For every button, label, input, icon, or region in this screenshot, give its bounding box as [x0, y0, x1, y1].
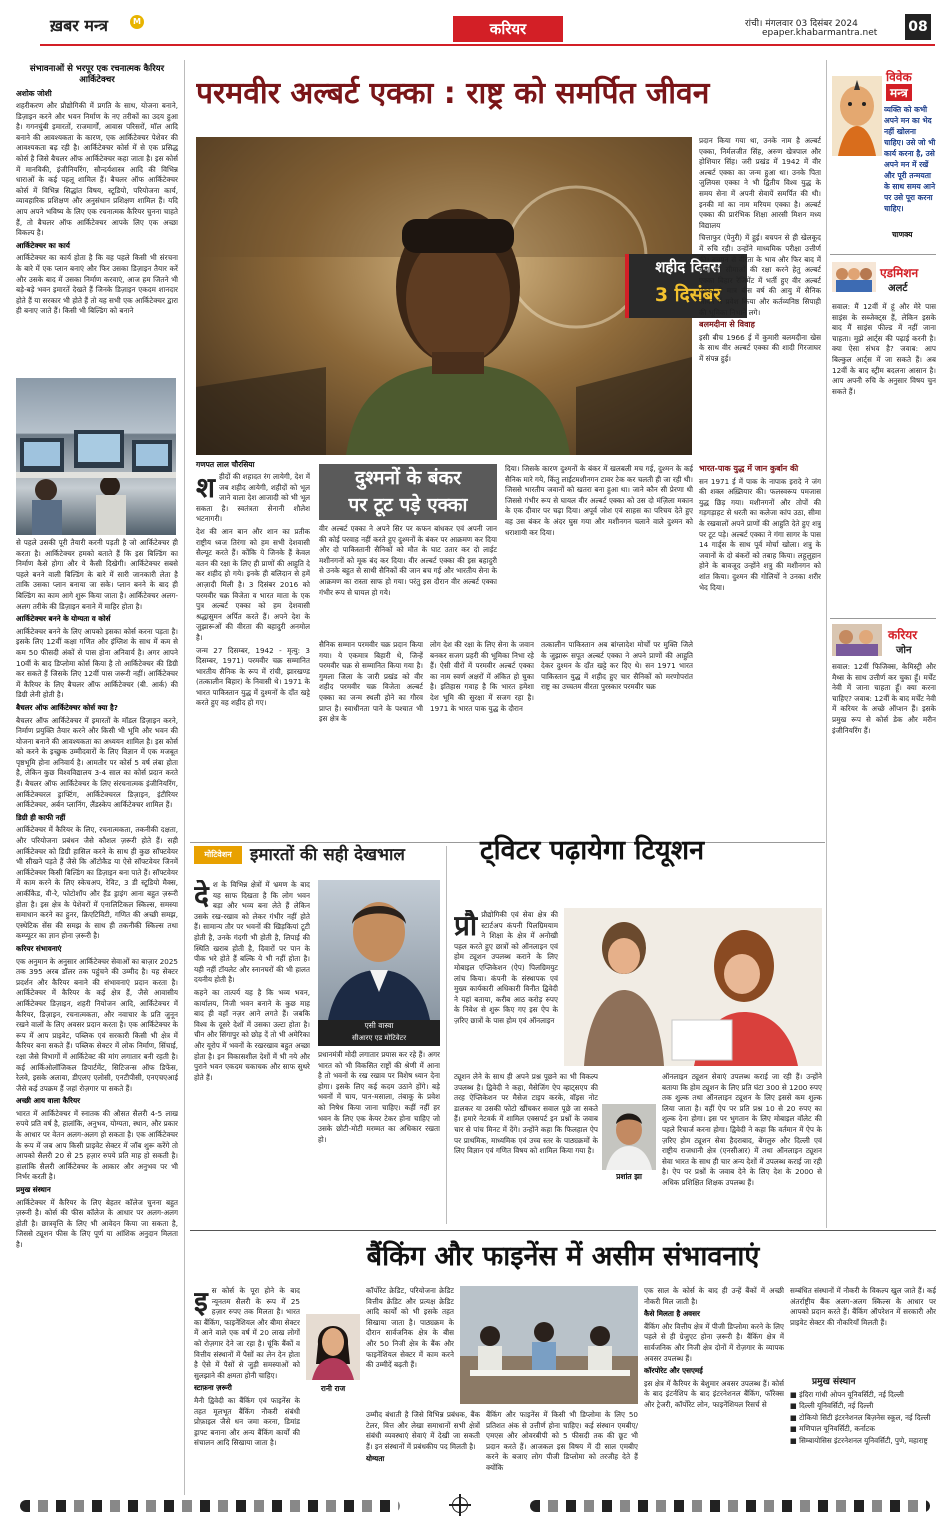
vivek-title: विवेक [886, 70, 912, 84]
left-article-body-2: से पहले उसकी पूरी तैयारी करनी पड़ती है जो आर्किटेक्चर ही करता है। आर्किटेक्चर हमको बताते हैं कि इस बिल्डिंग का निर्माण कैसे होगा और ये कैसी दिखेगी। आर्किटेक्चर सबसे पहले बनने वाली बिल्डिंग के बारे में सारी जानकारी लेता है ताकि उसका प्लान बनाया जा सके। प्लान बनने के बाद ही बिल्डिंग का काम आगे शुरू किया जाता है। आर्किटेक्चर अलग-अलग तरीके की डिज़ाइन बनाने में माहिर होता है। आर्किटेक्चर बनने के योग्यता व कोर्स आर्किटेक्चर बनने के लिए आपको इसका कोर्स करना पड़ता है। इसके लिए 12वीं कक्षा गणित और इंग्लिश के साथ में कम से कम 50 फीसदी अंकों से पास होना अनिवार्य है। अगर आपने 10वीं के बाद डिप्लोमा कोर्स किया है तो आर्किटेक्चर की डिग्री कर सकते हैं जिसके लिए 12वीं पास जरूरी नहीं। आर्किटेक्चर में कैरियर के लिए बैचलर ऑफ आर्किटेक्चर (बी. आर्क) की डिग्री लेनी होती है। बैचलर ऑफ आर्किटेक्चर कोर्स क्या है? बैचलर ऑफ आर्किटेक्चर में इमारतों के मॉडल डिज़ाइन करने, निर्माण प्रयुक्ति तैयार करने और किसी भी भूमि और भवन की योजना बनाने की आवश्यकता का अध्ययन शामिल है। इस कोर्स को करने के इच्छुक उम्मीदवारों के लिए विज्ञान में एक मजबूत पृष्ठभूमि होना अनिवार्य है। आमतौर पर कोर्स 5 वर्ष लंबा होता है, लेकिन कुछ विश्वविद्यालय 3-4 साल का कोर्स प्रदान करते हैं। बैचलर ऑफ आर्किटेक्चर के लिए संरचनात्मक इंजीनियरिंग, आर्किटेक्चरल ड्राफ्टिंग, आर्किटेक्चरल डिज़ाइन, इंटीरियर आर्किटेक्चर, अर्बन प्लानिंग, लैंडस्केप आर्किटेक्चर शामिल हैं। डिग्री ही काफी नहीं आर्किटेक्चर में कैरियर के लिए, रचनात्मकता, तकनीकी दक्षता, और परियोजना प्रबंधन जैसे कौशल ज़रूरी होते हैं। सही आर्किटेक्चर को डिग्री हासिल करने के साथ ही कुछ सॉफ्टवेयर भी सीखने पड़ते हैं जैसे कि ऑटोकैड या ऐसे सॉफ्टवेयर जिनमें आर्किटेक्चर किसी बिल्डिंग का डिज़ाइन बना पाते हैं। सॉफ्टवेयर में काम करने के लिए स्केचअप, रेविट, 3 डी स्टूडियो मैक्स, आर्कीकैड, वी-रे, फोटोशॉप और हैंड ड्राइंग आना बहुत ज़रूरी होता है। इस क्षेत्र के पेशेवरों में एनालिटिकल स्किल्स, समस्या समाधान करने का हुनर, क्रिएटिविटी, गणित की अच्छी समझ, एस्थेटिक सेंस की समझ के साथ ही तकनीकी स्किल्स तथा कम्प्यूटर का ज्ञान होना ज़रूरी है। करियर संभावनाएं एक अनुमान के अनुसार आर्किटेक्चर सेवाओं का बाज़ार 2025 तक 395 अरब डॉलर तक पहुंचने की उम्मीद है। यह सेक्टर प्रदर्शन और कैरियर बनाने की संभावनाएं प्रदान करता है। आर्किटेक्चर में कैरियर के कई क्षेत्र हैं, जैसे आवासीय आर्किटेक्चर डिज़ाइन, शहरी नियोजन आदि, आर्किटेक्चर में कैरियर, डिज़ाइन, रचनात्मकता, और नवाचार के प्रति जुनून रखने वालों के लिए अवसर प्रदान करता है। एक आर्किटेक्चर के रूप में आप प्राइवेट, पब्लिक एवं सरकारी किसी भी क्षेत्र में कैरियर बना सकते हैं। पब्लिक सेक्टर में लोक निर्माण, सिंचाई, रक्षा जैसे विभागों में आर्किटेक्ट की मांग लगातार बनी रहती है। कई आर्किओलॉजिकल डिपार्टमेंट, सिटिजन्स ऑफ डिफेंस, रेलवे, इसके अलावा, डीएलए एलोसी, एनटीपीसी, एनएचएआई जैसे कई उपक्रम हैं जहां रोज़गार पा सकते हैं। अच्छी आय वाला कैरियर भारत में आर्किटेक्चर में स्नातक की औसत सैलरी 4-5 लाख रुपये प्रति वर्ष है, हालांकि, अनुभव, योग्यता, स्थान, और प्रकार के आधार पर वेतन अलग-अलग हो सकता है। एक आर्किटेक्चर के रूप में जब आप किसी प्राइवेट सेक्टर में जॉब शुरू करेंगे तो आपको सैलरी 20 से 25 हज़ार रुपये प्रति माह हो सकती है। हालांकि सैलरी आर्किटेक्चर के आकार और अनुभव पर भी निर्भर करती है। प्रमुख संस्थान आर्किटेक्चर में कैरियर के लिए बेहतर कॉलेज चुनना बहुत ज़रूरी है। कोर्स की फीस कॉलेज के आधार पर अलग-अलग होती है। छात्रवृत्ति के लिए भी आवेदन किया जा सकता है, जिससे ट्यूशन फीस के लिए पूर्ण या आंशिक अनुदान मिलता है। [16, 538, 178, 1249]
motivation-tag: मोटिवेशन [194, 846, 242, 864]
section-tab: करियर [453, 16, 563, 42]
epaper-url[interactable]: epaper.khabarmantra.net [762, 28, 878, 38]
albert-ekka-portrait [196, 137, 692, 455]
career-zone-box [832, 624, 936, 1228]
registration-dots-left [20, 1500, 400, 1512]
banking-body-6: सम्बंधित संस्थानों में नौकरी के विकल्प खुल जाते हैं। कई अंतर्राष्ट्रीय बैंक अलग-अलग स्किल्स के आधार पर आपको प्रदान करते हैं। बैंकिंग ऑपरेशन में सरकारी और प्राइवेट सेक्टर की नौकरियाँ मिलती हैं। [790, 1286, 936, 1327]
martyr-day-label: शहीद दिवस [655, 258, 721, 276]
motivation-body-2: प्रधानमंत्री मोदी लगातार प्रयास कर रहे हैं। अगर भारत को भी विकसित राष्ट्रों की श्रेणी में आना है तो भवनों के रख रखाव पर विशेष ध्यान देना होगा। इसके लिए कई कदम उठाने होंगे। बड़े भवनों में चाय, पान-मसाला, तंबाकू के प्रवेश को निषेध किया जाना चाहिए। कहीं नहीं हर भवन के लिए एक केयर टेकर होना चाहिए जो उसके छोटी-मोटी मरम्मत का अधिकार रखता हो। [318, 1050, 440, 1144]
twitter-headline: ट्विटर पढ़ायेगा टियूशन [480, 835, 705, 866]
mantra-title: मन्त्र [886, 84, 912, 101]
lead-headline: परमवीर अल्बर्ट एक्का : राष्ट्र को समर्पित जीवन [196, 76, 710, 111]
rani-raj-photo [306, 1314, 360, 1380]
dropcap: श [196, 472, 216, 504]
bunker-body-col2: दिया। जिसके कारण दुश्मनों के बंकर में खलबली मच गई, दुश्मन के कई सैनिक मारे गये, किंतु लाईटमशीनगन टावर टेक कर चलती ही जा रही थी। जिससे भारतीय जवानों को खतरा बना हुआ था। जाने कौन सी प्रेरणा थी जिससे गंभीर रूप से घायल वीर अल्बर्ट एक्का को उस दो मंज़िला मकान के एक दीवार पर चढ़ा दिया। अपूर्व जोश एवं साहस का परिचय देते हुए वह उस बंकर के अंदर घुस गया और मशीनगन चलाने वाले दुश्मन को धराशायी कर दिया। [505, 464, 693, 537]
motivator-role: सीआरए एड मोटिवेटर [351, 1034, 407, 1042]
masthead-logo: ख़बर मन्त्र [50, 16, 108, 35]
rani-raj-caption: रानी राज [320, 1384, 346, 1393]
masthead-logo-badge: M [130, 15, 144, 29]
prashant-jha-caption: प्रशांत झा [616, 1172, 642, 1181]
prashant-jha-photo [602, 1104, 656, 1170]
twitter-body-3: ऑनलाइन ट्यूशन सेवाएं उपलब्ध कराई जा रही हैं। उन्होंने बताया कि होम ट्यूशन के लिए प्रति घंटा 300 से 1200 रुपए तक शुल्क तथा ऑनलाइन ट्यूशन के लिए इससे कम शुल्क लिया जाता है। वहीं ऐप पर प्रति प्रश्न 10 से 20 रुपए का शुल्क देना होगा। इस पर भुगतान के लिए मोबाइल वॉलेट की पहले रिचार्ज करना होगा। द्विवेदी ने कहा कि वर्तमान में ऐप के ज़रिए होम ट्यूशन सेवा हैदराबाद, बेंगलुरु और दिल्ली एवं राष्ट्रीय राजधानी क्षेत्र (एनसीआर) में तथा ऑनलाइन ट्यूशन सेवा भारत के साथ ही चार अन्य देशों में उपलब्ध कराई जा रही है। ऐप पर प्रश्नों के जवाब देने के लिए देश के 2000 से अधिक प्रशिक्षित शिक्षक उपलब्ध हैं। [662, 1072, 822, 1187]
lead-byline: गणपत लाल चौरसिया [196, 460, 255, 469]
bunker-body-col1: वीर अल्बर्ट एक्का ने अपने सिर पर कफन बांधकर एवं अपनी जान की कोई परवाह नहीं करते हुए दुश्मनों के बंकर पर आक्रमण कर दिया और दो पाकिस्तानी सैनिकों को मौत के घाट उतार कर दो लाईट मशीनगनों को मूक बंद कर दिया। वीर अल्बर्ट एक्का की इस बहादुरी से उनके बहुत से साथी सैनिकों की जान बच गई और भारतीय सेना के आक्रमण का रास्ता साफ हो गया। परंतु इस दौरान वीर अल्बर्ट एक्का गंभीर रूप से घायल हो गये। [319, 524, 497, 597]
twitter-body-2: ट्यूशन लेने के साथ ही अपने प्रश्न पूछने का भी विकल्प उपलब्ध है। द्विवेदी ने कहा, मैसेजिंग ऐप व्हाट्सएप की तरह ऐप्लिकेशन पर मैसेज टाइप करके, वॉइस नोट डालकर या उसकी फोटो खींचकर सवाल पूछे जा सकते हैं। हमारे नेटवर्क में शामिल एक्सपर्ट इन प्रश्नों के जवाब चार से पांच मिनट में देंगे। उन्होंने कहा कि फिलहाल ऐप पर प्राथमिक, माध्यमिक एवं उच्च स्तर के पाठ्यक्रमों के लिए विज्ञान एवं गणित विषय को शामिल किया गया है। [454, 1072, 598, 1156]
lead-war-column: भारत-पाक युद्ध में जान कुर्बान की सन 1971 ई में पाक के नापाक इरादे ने जंग की शक्ल अख़्तियार की। फलस्वरूप पमजास युद्ध छिड़ गया। मशीनगनों और तोपों की गड़गड़ाहट से धरती का कलेजा कांप उठा, सीमा के रखवालों अपने प्राणों की आहुति देते हुए शत्रु पर टूट पड़े। अल्बर्ट एक्का ने गंगा सागर के पास 14 गार्ड्स के साथ पूर्व मोर्चा खोला। शत्रु के जवानों के दो बंकरों को तबाह किया। लहूलुहान होने के बावजूद उन्होंने शत्रु की मशीनगन को शांत किया। दुश्मन की गोलियों ने उनका शरीर भेद दिया। [699, 464, 821, 592]
motivator-caption [318, 1020, 440, 1046]
career-title: करियर [888, 628, 918, 642]
twitter-body-1: प्रौ प्रौद्योगिकी एवं सेवा क्षेत्र की स्टार्टअप कंपनी पिलग्रिमयाम ने शिक्षा के क्षेत्र में अनोखी पहल करते हुए छात्रों को ऑनलाइन एवं होम ट्यूशन उपलब्ध कराने के लिए मोबाइल एप्लिकेशन (ऐप) पिलग्रिमयुट लांच किया। कंपनी के संस्थापक एवं मुख्य कार्यकारी अधिकारी विनीत द्विवेदी ने यहां बताया, करीब आठ करोड़ रुपए के निवेश से शुरू किए गए इस ऐप के ज़रिए छात्रों के पास होम एवं ऑनलाइन [454, 910, 558, 1025]
chanakya-illustration [832, 76, 882, 156]
institute-item: ■ इंदिरा गांधी ओपन यूनिवर्सिटी, नई दिल्ली [790, 1390, 904, 1399]
dropcap-pro: प्रौ [454, 910, 478, 942]
banking-body-4: बैंकिंग और फाइनेंस में किसी भी डिप्लोमा के लिए 50 प्रतिशत अंक से उत्तीर्ण होना चाहिए। कई संस्थान एमबीए/एमएस और ओवरबीपी को 5 फीसदी तक की छूट भी प्रदान करते हैं। आजकल इस विषय में दी साल एमबीए करने के बजाए लोग पीजी डिप्लोमा को तरजीह देते हैं क्योंकि [486, 1410, 638, 1472]
banking-body-5: एक साल के कोर्स के बाद ही उन्हें बैंकों में अच्छी नौकरी मिल जाती है। कैसे मिलता है अवसर बैंकिंग और वित्तीय क्षेत्र में पीजी डिप्लोमा करने के लिए पहले से ही ग्रेजुएट होना ज़रूरी है। बैंकिंग क्षेत्र में सार्वजनिक और निजी क्षेत्र दोनों में रोज़गार के व्यापक अवसर उपलब्ध हैं। कॉरपोरेट और एसएमई इस क्षेत्र में कैरियर के बेशुमार अवसर उपलब्ध हैं। कोर्स के बाद इंटर्नशिप के बाद इंटरनेशनल बैंकिंग, फॉरेक्स और ट्रेजरी, कॉर्पोरेट लोन, फाइनेंशियल रिसर्च से [644, 1286, 784, 1409]
banking-body-3: उम्मीद बंधाती है जिसे विभिन्न प्रबंधक, बैंक टेलर, वित्त और लेखा समाधानों सभी क्षेत्रों संबंधी व्यवस्थाएं सेवाएं में देखी जा सकती हैं। इन संस्थानों में प्रबंधकीय पद मिलती है। योग्यता [366, 1410, 480, 1464]
career-zone-photo [832, 624, 882, 656]
zone-title: जोन [896, 645, 912, 656]
dropcap-de: दे [194, 880, 209, 912]
banking-body-1: इ स कोर्स के पूरा होने के बाद न्यूनतम सैलरी के रूप में 25 हज़ार रुपए तक मिलता है। भारत का बैंकिंग, फाइनेंशियल और बीमा सेक्टर में आने वाले एक वर्ष में 20 लाख लोगों को रोज़गार देने जा रहा है। चूंकि बैंकों व वित्तीय संस्थानों में पैसों का लेन देन होता है ऐसे में पैसों से जुड़ी समस्याओं को सुलझाने की क्षमता होनी चाहिए। स्टाफ़ना ज़रूरी मैनी द्विवेदी का बैंकिंग एवं फाइनेंस के तहत मूलभूत बैंकिंग नौकरी संबंधी प्रोफ़ाइल जैसे धन जमा करना, डिमांड ड्राफ्ट बनाना और अन्य बैंकिंग कार्यों की संचालन आदि सिखाया जाता है। [194, 1286, 300, 1448]
lead-right-column: प्रदान किया गया था, उनके नाम है अल्बर्ट एक्का, निर्मलजीत सिंह, अरुण खेत्रपाल और होशियार सिंह। जरी प्रखंड में 1942 में वीर अल्बर्ट एक्का का जन्म हुआ था। उनके पिता जुलियस एक्का ने भी द्वितीय विश्व युद्ध के समय सेना में अपनी सेवायें समर्पित की थी। इनकी मां का नाम मरियम एक्का है। अल्बर्ट एक्का की प्रारंभिक शिक्षा आरसी मिशन मध्य विद्यालय चित्ताफुर (पेनुरी) में हुई। बचपन से ही खेलकूद में रुचि रही। उन्होंने माध्यमिक परीक्षा उत्तीर्ण की। बचपन से वीरता के भाव और फिर बाद में सेना की सीमाओं की रक्षा करने हेतु अल्बर्ट एक्का बिहार रेजिमेंट में भर्ती हुए वीर अल्बर्ट एक्का ने मात्र बीस वर्ष की आयु में सैनिक जीवन में प्रवेश किया और कर्तव्यनिष्ठ सिपाही की भूमिका निभाने लगे। बलमदीना से विवाह इसी बीच 1966 ई में कुमारी बलमदीना खेस के साथ वीर अल्बर्ट एक्का की शादी गिरजाघर में संपन्न हुई। [699, 136, 821, 363]
dropcap-i: इ [194, 1286, 208, 1318]
dateline: रांची। मंगलवार 03 दिसंबर 2024 [745, 19, 858, 29]
office-workers-photo [16, 378, 176, 535]
exam-hall-photo [460, 1286, 638, 1404]
banking-headline: बैंकिंग और फाइनेंस में असीम संभावनाएं [366, 1241, 760, 1272]
admission-title: एडमिशन [880, 266, 919, 280]
bunker-headline-line1: दुश्मनों के बंकर [354, 467, 462, 489]
institute-item: ■ सिम्बायोसिस इंटरनेशनल यूनिवर्सिटी, पुणे, महाराष्ट्र [790, 1435, 928, 1445]
institute-item: ■ दिल्ली यूनिवर्सिटी, नई दिल्ली [790, 1401, 874, 1411]
vivek-quote: व्यक्ति को कभी अपने मन का भेद नहीं खोलना चाहिए। उसे जो भी कार्य करना है, उसे अपने मन में रखें और पूरी तन्मयता के साथ समय आने पर उसे पूरा करना चाहिए। [884, 105, 936, 213]
institutes-heading: प्रमुख संस्थान [812, 1377, 856, 1387]
vivek-mantra-box [832, 64, 936, 250]
page-number: 08 [905, 14, 931, 40]
left-article-author: अशोक जोशी [16, 89, 52, 98]
martyr-day-date: 3 दिसंबर [654, 284, 722, 306]
motivator-name: एसी वास्वा [364, 1021, 394, 1030]
registration-dots-right [530, 1500, 930, 1512]
admission-alert-box [832, 262, 936, 614]
vivek-attribution: चाणक्य [892, 230, 913, 239]
motivation-headline: इमारतों की सही देखभाल [250, 845, 405, 865]
registration-crosshair-icon [452, 1497, 468, 1513]
institute-item: ■ टोकियो सिटी इंटरनेशनल बिज़नेस स्कूल, नई दिल्ली [790, 1412, 931, 1422]
students-group-illustration [832, 262, 876, 292]
left-article-title: संभावनाओं से भरपूर एक रचनात्मक कैरियर आर्किटेक्चर [29, 64, 165, 85]
students-tutoring-photo [564, 908, 822, 1066]
lead-body-col1: श हीदों की शहादत रंग लायेगी, देश में जब शहीद आयेगी, शहीदों को भूल जाने वाला देश आजादी को भी भूल सकता है। स्वतंत्रता सेनानी शौलेश भटनागरी। देश की आन बान और शान का प्रतीक राष्ट्रीय ध्वज तिरंगा को हम सभी देशवासी सैल्यूट करते हैं। कोंकि ये जिनके हैं केवल वतन की रक्षा के लिए ही प्राणों की आहुति दे कर शहीद हो गये। इनके ही बलिदान से हमें आज़ादी मिली है। 3 दिसंबर 2016 को परमवीर चक्र विजेता व भारत माता के एक पुत्र अल्बर्ट एक्का को हम देशवासी श्रद्धासुमन अर्पित करते हैं। अपने देश के जुझारूओं की वीरता की बहादुरी अनमोल है। जन्म 27 दिसम्बर, 1942 - मृत्यु: 3 दिसम्बर, 1971) परमवीर चक्र सम्मानित भारतीय सैनिक के रूप में रांची, झारखण्ड (तत्कालीन बिहार) के निवासी थे। 1971 के भारत पाकिस्तान युद्ध में दुश्मनों के दाँत खट्टे करते हुए वह शहीद हो गए। [196, 472, 310, 708]
motivator-photo [318, 880, 440, 1020]
admission-text: सवाल: मैं 12वीं में हूं और मेरे पास साइंस के सब्जेक्ट्स हैं, लेकिन इसके बाद मैं साइंस फील्ड में नहीं जाना चाहता। मुझे आर्ट्स की पढ़ाई करनी है। क्या ऐसा संभव है? जवाब: आप बिल्कुल आर्ट्स में जा सकते हैं। अब 12वीं के बाद स्ट्रीम बदलना आसान है। आप अपनी रुचि के अनुसार विषय चुन सकते हैं। [832, 302, 936, 396]
bunker-headline-line2: पर टूट पड़े एक्का [348, 494, 468, 516]
institutes-list [790, 1390, 936, 1490]
alert-title: अलर्ट [888, 283, 908, 294]
masthead [0, 0, 945, 46]
institute-item: ■ मणिपाल यूनिवर्सिटी, कर्नाटक [790, 1424, 875, 1434]
footer-registration-bar [0, 1496, 945, 1517]
bunker-body-col4: लोग देश की रक्षा के लिए सेना के जवान बनकर सजग प्रहरी की भूमिका निभा रहे हैं। ऐसी वीरों में परमवीर अल्बर्ट एक्का का नाम स्वर्ण अक्षरों में अंकित हो चुका है। इतिहास गवाह है कि भारत हमेशा देश भूमि की सुरक्षा में सजग रहा है। 1971 के भारत पाक युद्ध के दौरान [430, 640, 534, 713]
left-article [16, 64, 178, 1492]
motivation-body-1: दे श के विभिन्न क्षेत्रों में भ्रमण के बाद यह साफ दिखता है कि लोग भवन बड़ा और भव्य बना लेते हैं लेकिन उसके रख-रखाव को लेकर गंभीर नहीं होते हैं। सामान्य तौर पर भवनों की खिड़कियां टूटी होती है, उनके गंदगी भी होती है, लिपाई की स्थिति खराब होती है, दिवारों पर पान के पीक भरे होते हैं बल्कि ये भी नहीं होता है। यही नहीं टॉयलेट और स्नानघरों की भी हालत दयनीय होती है। कहने का तात्पर्य यह है कि भव्य भवन, कार्यालय, निजी भवन बनाने के कुछ माह बाद ही वहाँ नज़र आने लगते हैं। जबकि विश्व के दूसरे देशों में उसका उल्टा होता है। चीन और सिंगापुर को छोड़ दें तो भी अमेरिका और यूरोप में भवनों के रखरखाव बहुत अच्छा होता है। इन विकासशील देशों में भी नये और पुराने भवन एकदम चकाचक और साफ सुथरे होते हैं। [194, 880, 310, 1082]
bunker-body-col5: तत्कालीन पाकिस्तान अब बांग्लादेश मोर्चों पर मुक्ति जिले के जुझारू सपूत अल्बर्ट एक्का ने अपने प्राणों की आहुति देकर दुश्मन के दाँत खट्टे कर दिए थे। सन 1971 भारत पाकिस्तान युद्ध में शहीद हुए चार सैनिकों को मरणोपरांत राष्ट्र का उच्चतम वीरता पुरस्कार परमवीर चक्र [541, 640, 693, 692]
bunker-headline [319, 464, 497, 520]
bunker-body-col3: सैनिक सम्मान परमवीर चक्र प्रदान किया गया। ये एकमात्र बिहारी थे, जिन्हें परमवीर चक्र से सम्मानित किया गया है। गुमला जिला के जारी प्रखंड को वीर शहीद परमवीर चक्र विजेता अल्बर्ट एक्का का जन्म स्थली होने का गौरव प्राप्त है। स्वाधीनता पाने के पश्चात भी इस क्षेत्र के [319, 640, 423, 724]
banking-body-2: कॉर्पोरेट क्रेडिट, परियोजना क्रेडिट वित्तीय क्रेडिट और प्रत्यक्ष क्रेडिट आदि कार्यों को भी इसके तहत सिखाया जाता है। पाठ्यक्रम के दौरान सार्वजनिक क्षेत्र के बीस और 50 निजी क्षेत्र के बैंक और फाइनेंशियल सेक्टर में काम करने की उम्मीदें बढ़ती हैं। [366, 1286, 454, 1370]
left-article-body-1: शहरीकरण और प्रौद्योगिकी में प्रगति के साथ, योजना बनाने, डिज़ाइन करने और भवन निर्माण के नए तरीकों का उदय हुआ है। गगनचुंबी इमारतों, राजमार्गों, आवास परिसरों, मॉल आदि बनाने की आवश्यकता के कारण, एक आर्किटेक्चर पेशेवर की आवश्यकता बढ़ रही है। आर्किटेक्चर कोर्स में से एक प्रसिद्ध कोर्स है जिसे बैचलर ऑफ आर्किटेक्चर कहा जाता है। इस कोर्स में मानविकी, इंजीनियरिंग, सौन्दर्यशास्त्र आदि की विभिन्न धाराओं के कई पहलू शामिल हैं। बैचलर ऑफ आर्किटेक्चर कोर्स में विभिन्न सिद्धांत विषय, स्टूडियो, परियोजना कार्य, व्यावहारिक प्रशिक्षण और अनुसंधान प्रशिक्षण शामिल हैं। यदि आप अपने भविष्य के लिए एक रचनात्मक कैरियर चुनना चाहते हैं, तो बैचलर ऑफ आर्किटेक्चर आपके लिए एक अच्छा विकल्प है। आर्किटेक्चर का कार्य आर्किटेक्चर का कार्य होता है कि वह पहले किसी भी संरचना के बारे में एक प्लान बनाएं और फिर उसका डिज़ाइन तैयार करें और उसके बाद में उसका निर्माण करवाएं, आज हम जितने भी बड़े-बड़े भवन इमारतें देखते हैं जिनके डिज़ाइन एकदम शानदार होते हैं या सरकार भी होते हैं तो यह सभी एक आर्किटेक्चर द्वारा ही बनाए जाते हैं। किसी भी बिल्डिंग को बनाने [16, 101, 178, 316]
career-zone-text: सवाल: 12वीं फिजिक्स, केमिस्ट्री और मैथ्स के साथ उत्तीर्ण कर चुका हूँ। मर्चेंट नेवी में जाना चाहता हूँ। क्या करना चाहिए? जवाब: 12वीं के बाद मर्चेंट नेवी में करियर के अच्छे ऑप्शन हैं। इसके प्रमुख रूप से कोर्स डेक और मरीन इंजीनियरिंग हैं। [832, 662, 936, 735]
